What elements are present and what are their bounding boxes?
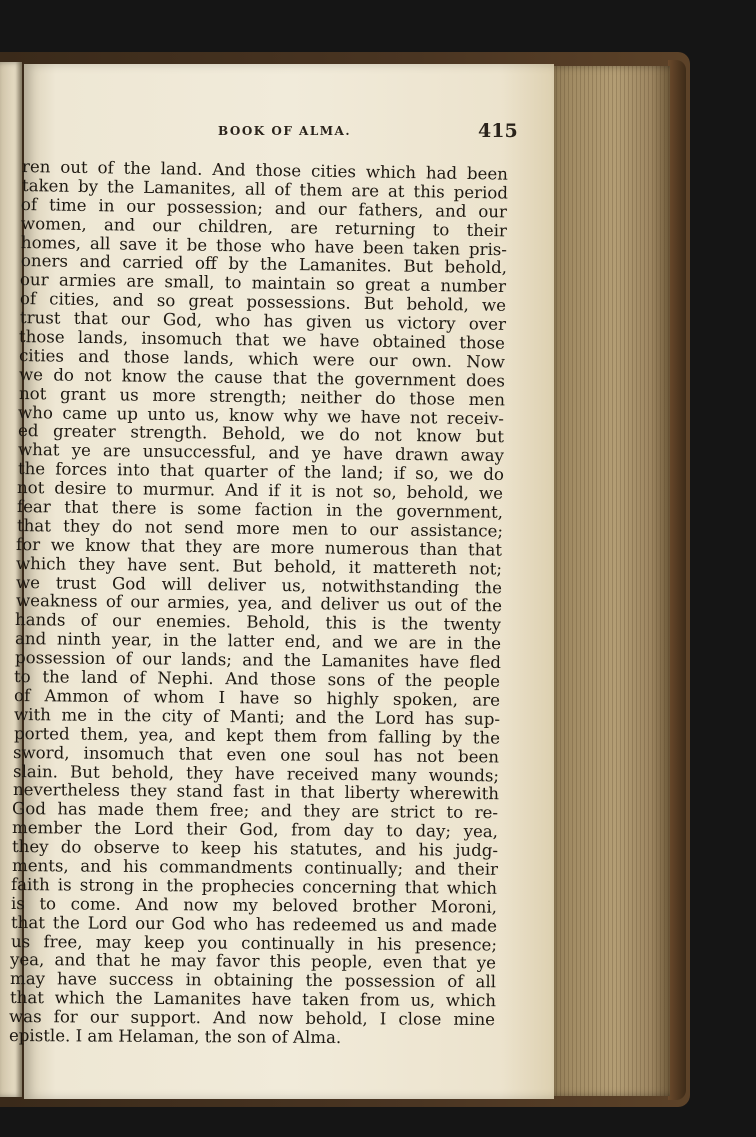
text-line: and ninth year, in the latter end, and we are in the [14,629,502,654]
text-line: ments, and his commandments continually; and their [11,855,499,879]
text-line: who came up unto us, know why we have not receiv- [17,402,505,428]
text-line: ren out of the land. And those cities which had been [21,157,509,184]
text-line: of cities, and so great possessions. But behold, we [19,289,507,316]
text-line: ed greater strength. Behold, we do not know but [17,421,505,447]
text-line: those lands, insomuch that we have obtained those [18,327,506,353]
text-line: nevertheless they stand fast in that liberty wherewith [12,780,500,804]
text-line: faith is strong in the prophecies concerning that which [10,874,498,898]
text-line: women, and our children, are returning to their [20,213,508,240]
text-line: we do not know the cause that the government does [18,364,506,391]
body-text [8,157,509,1047]
text-line: God has made them free; and they are strict to re- [11,799,499,823]
text-line: not desire to murmur. And if it is not so, behold, we [16,478,504,504]
text-line: that the Lord our God who has redeemed us and made [10,912,498,936]
text-line: trust that our God, who has given us victory over [19,308,507,334]
text-line: that which the Lamanites have taken from us, which [9,988,497,1011]
text-line: we trust God will deliver us, notwithstanding the [15,572,503,597]
text-line: to the land of Nephi. And those sons of the people [13,667,501,691]
text-line: member the Lord their God, from day to day; yea, [11,818,499,842]
text-line: was for our support. And now behold, I close mine [8,1007,496,1030]
text-line: of time in our possession; and our fathers, and our [20,194,508,222]
text-line: with me in the city of Manti; and the Lord has sup- [13,704,501,729]
text-line: what ye are unsuccessful, and ye have drawn away [17,440,505,466]
text-line: our armies are small, to maintain so great a number [19,270,507,297]
running-head [24,120,554,144]
page-block-edges [548,66,670,1096]
text-line: epistle. I am Helaman, the son of Alma. [8,1025,342,1047]
text-line: sword, insomuch that even one soul has not been [12,742,500,767]
text-line: hands of our enemies. Behold, this is the twenty [14,610,502,635]
text-line: oners and carried off by the Lamanites. But behold, [20,251,508,278]
text-line: ported them, yea, and kept them from falling by the [13,723,501,748]
text-line: may have success in obtaining the possession of all [9,969,497,992]
text-line: possession of our lands; and the Lamanites have fled [14,648,502,673]
book-title: BOOK OF ALMA. [218,124,352,138]
text-line: is to come. And now my beloved brother Moroni, [10,893,498,917]
cover-edge [668,60,686,1100]
text-line: us free, may keep you continually in his presence; [10,931,498,954]
text-line: taken by the Lamanites, all of them are at this period [21,175,509,203]
text-line: which they have sent. But behold, it mattereth not; [15,553,503,579]
text-line: of Ammon of whom I have so highly spoken, are [13,685,501,710]
text-line: homes, all save it be those who have been taken pris- [20,232,508,259]
text-line: that they do not send more men to our assistance; [16,515,504,541]
text-line: slain. But behold, they have received many wounds; [12,761,500,785]
text-line: they do observe to keep his statutes, and his judg- [11,837,499,861]
page-number: 415 [478,120,518,142]
text-line: the forces into that quarter of the land; if so, we do [17,459,505,485]
text-line: yea, and that he may favor this people, even that ye [9,950,497,973]
text-line: cities and those lands, which were our own. Now [18,345,506,372]
text-line: not grant us more strength; neither do those men [18,383,506,410]
text-line: fear that there is some faction in the government, [16,497,504,522]
text-line: for we know that they are more numerous than that [15,534,503,560]
text-line: weakness of our armies, yea, and deliver us out of the [15,591,503,616]
